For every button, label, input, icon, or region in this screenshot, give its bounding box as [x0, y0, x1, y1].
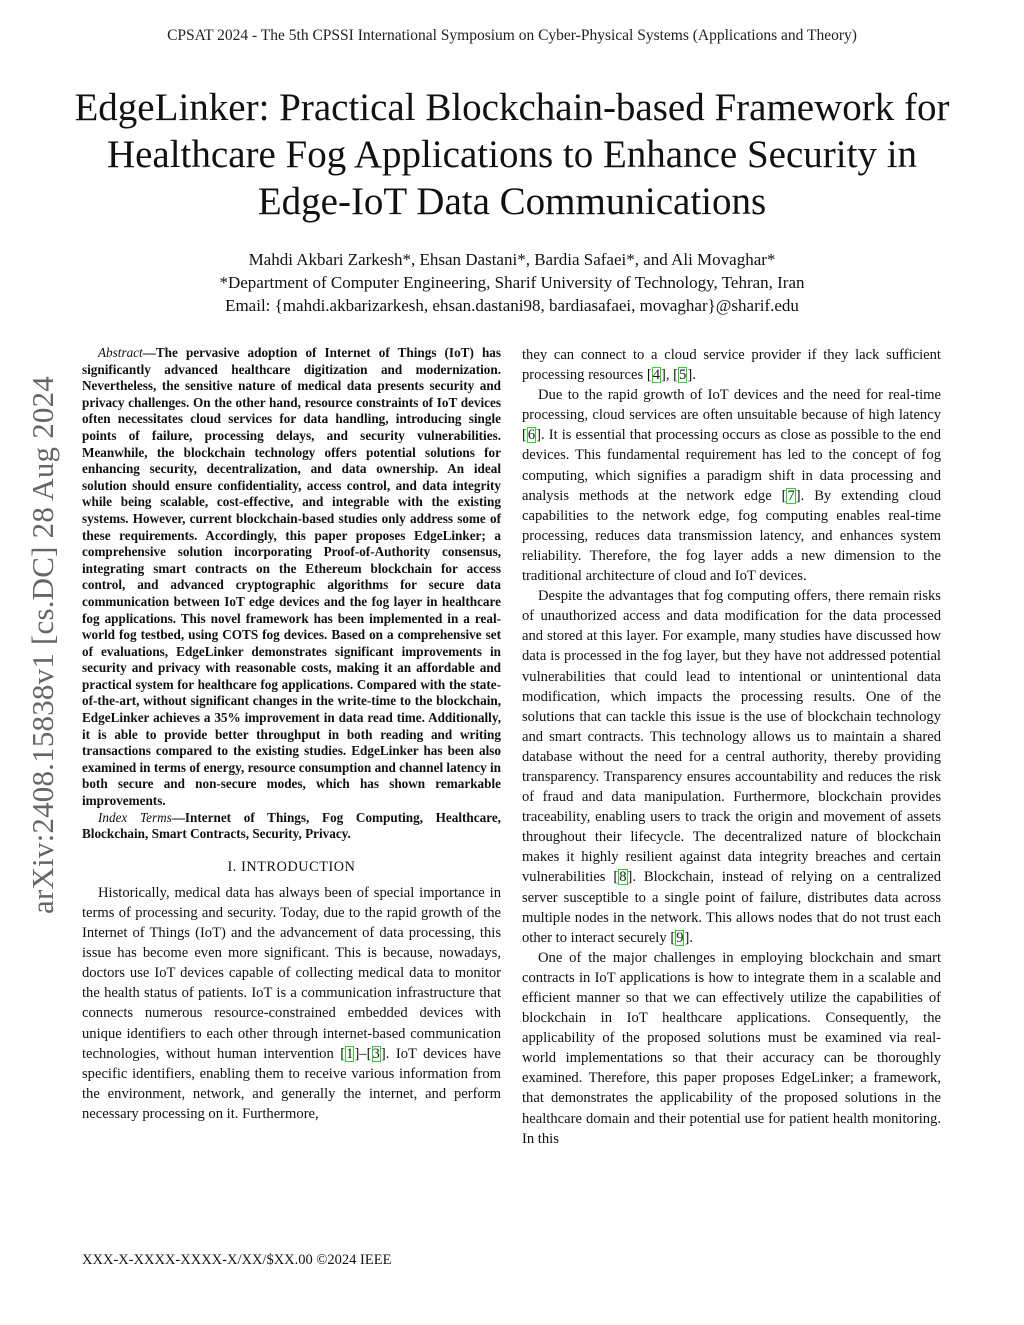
citation-link[interactable]: 7: [787, 487, 795, 504]
author-block: [0, 248, 1024, 317]
intro-paragraph-1: Historically, medical data has always been of special importance in terms of processing and security. Today, due to the rapid growth of the Internet of Things (IoT) and the advancement of data processing, this issue has become even more significant. This is because, nowadays, doctors use IoT devices capable of collecting medical data to monitor the health status of patients. IoT is a communication infrastructure that connects numerous resource-constrained embedded devices with unique identifiers to each other through internet-based communication technologies, without human intervention [1]–[3]. IoT devices have specific identifiers, enabling them to receive various information from the environment, network, and generally the internet, and perform necessary processing on it. Furthermore,: [82, 884, 501, 1122]
left-column: [82, 345, 501, 1124]
author-names: Mahdi Akbari Zarkesh*, Ehsan Dastani*, Bardia Safaei*, and Ali Movaghar*: [248, 250, 776, 269]
citation-link[interactable]: 5: [679, 367, 687, 384]
index-terms-text: Internet of Things, Fog Computing, Healthcare, Blockchain, Smart Contracts, Security, Privacy.: [82, 809, 501, 842]
section-heading-introduction: I. INTRODUCTION: [227, 858, 356, 875]
abstract-label: Abstract: [98, 345, 143, 360]
index-terms: Index Terms—Internet of Things, Fog Computing, Healthcare, Blockchain, Smart Contracts, Security, Privacy.: [82, 809, 501, 842]
citation-link[interactable]: 6: [527, 427, 536, 444]
citation-link[interactable]: 3: [372, 1045, 380, 1062]
abstract: Abstract—The pervasive adoption of Internet of Things (IoT) has significantly advanced healthcare digitization and modernization. Nevertheless, the sensitive nature of medical data presents security and privacy challenges. On the other hand, resource constraints of IoT devices often necessitates cloud services for data handling, introducing single points of failure, processing delays, and security vulnerabilities. Meanwhile, the blockchain technology offers potential solutions for enhancing security, decentralization, and data ownership. An ideal solution should ensure confidentiality, access control, and data integrity while being scalable, cost-effective, and integrable with the existing systems. However, current blockchain-based studies only address some of these requirements. Accordingly, this paper proposes EdgeLinker; a comprehensive solution incorporating Proof-of-Authority consensus, integrating smart contracts on the Ethereum blockchain for access control, and advanced cryptographic algorithms for secure data communication between IoT edge devices and the fog layer in healthcare fog applications. This novel framework has been implemented in a real-world fog testbed, using COTS fog devices. Based on a comprehensive set of evaluations, EdgeLinker demonstrates significant improvements in security and privacy with reasonable costs, making it an affordable and practical system for healthcare fog applications. Compared with the state-of-the-art, without significant changes in the write-time to the blockchain, EdgeLinker achieves a 35% improvement in data read time. Additionally, it is able to provide better throughput in both reading and writing transactions compared to the existing studies. EdgeLinker has been also examined in terms of energy, resource consumption and channel latency in both secure and non-secure modes, which has shown remarkable improvements.: [82, 345, 501, 809]
right-column: [522, 345, 941, 1149]
intro-paragraph-2: Due to the rapid growth of IoT devices and the need for real-time processing, cloud services are often unsuitable because of high latency [6]. It is essential that processing occurs as close as possible to the end devices. This fundamental requirement has led to the concept of fog computing, which signifies a paradigm shift in data processing and analysis methods at the network edge [7]. By extending cloud capabilities to the network edge, fog computing enables real-time processing, reduces data transmission latency, and enhances system reliability. Therefore, the fog layer adds a new dimension to the traditional architecture of cloud and IoT devices.: [522, 387, 941, 585]
citation-link[interactable]: 4: [652, 367, 660, 384]
citation-link[interactable]: 9: [676, 929, 684, 946]
intro-paragraph-3: Despite the advantages that fog computing offers, there remain risks of unauthorized access and data modification for the data processed and stored at this layer. For example, many studies have discussed how data is processed in the fog layer, but they have not addressed potential vulnerabilities that could lead to intentional or unintentional data modification, which impacts the processing results. One of the solutions that can tackle this issue is the use of blockchain technology and smart contracts. This technology allows us to maintain a shared database without the need for a central authority, thereby providing transparency. Transparency ensures accountability and reduces the risk of fraud and data manipulation. Furthermore, blockchain provides traceability, enabling users to track the origin and movement of assets throughout their lifecycle. The decentralized nature of blockchain makes it highly resilient against data integrity breaches and certain vulnerabilities [8]. Blockchain, instead of relying on a centralized server susceptible to a single point of failure, distributes data across multiple nodes in the network. This allows nodes that do not trust each other to interact securely [9].: [522, 588, 941, 946]
email-line: Email: {mahdi.akbarizarkesh, ehsan.dastani98, bardiasafaei, movaghar}@sharif.edu: [225, 296, 799, 315]
affiliation: *Department of Computer Engineering, Sharif University of Technology, Tehran, Iran: [219, 273, 805, 292]
citation-link[interactable]: 8: [619, 869, 627, 886]
copyright-footer: XXX-X-XXXX-XXXX-X/XX/$XX.00 ©2024 IEEE: [82, 1252, 392, 1268]
abstract-text: The pervasive adoption of Internet of Things (IoT) has significantly advanced healthcare digitization and modernization. Nevertheless, the sensitive nature of medical data presents security and privacy challenges. On the other hand, resource constraints of IoT devices often necessitates cloud services for data handling, introducing single points of failure, processing delays, and security vulnerabilities. Meanwhile, the blockchain technology offers potential solutions for enhancing security, decentralization, and data ownership. An ideal solution should ensure confidentiality, access control, and data integrity while being scalable, cost-effective, and integrable with the existing systems. However, current blockchain-based studies only address some of these requirements. Accordingly, this paper proposes EdgeLinker; a comprehensive solution incorporating Proof-of-Authority consensus, integrating smart contracts on the Ethereum blockchain for access control, and advanced cryptographic algorithms for secure data communication between IoT edge devices and the fog layer in healthcare fog applications. This novel framework has been implemented in a real-world fog testbed, using COTS fog devices. Based on a comprehensive set of evaluations, EdgeLinker demonstrates significant improvements in security and privacy with reasonable costs, making it an affordable and practical system for healthcare fog applications. Compared with the state-of-the-art, without significant changes in the write-time to the blockchain, EdgeLinker achieves a 35% improvement in data read time. Additionally, it is able to provide better throughput in both reading and writing transactions compared to the existing studies. EdgeLinker has been also examined in terms of energy, resource consumption and channel latency in both secure and non-secure modes, which has shown remarkable improvements.: [82, 345, 501, 809]
index-terms-label: Index Terms: [98, 809, 172, 825]
intro-paragraph-4: One of the major challenges in employing blockchain and smart contracts in IoT applications is how to integrate them in a scalable and efficient manner so that we can effectively utilize the capabilities of blockchain in IoT healthcare applications. Consequently, the applicability of the proposed solutions must be examined via real-world implementations so that their accuracy can be thoroughly examined. Therefore, this paper proposes EdgeLinker; a framework, that demonstrates the applicability of the proposed solutions in the healthcare domain and their potential use for patient health monitoring. In this: [522, 949, 941, 1147]
arxiv-identifier: arXiv:2408.15838v1 [cs.DC] 28 Aug 2024: [25, 375, 60, 915]
running-head: CPSAT 2024 - The 5th CPSSI International Symposium on Cyber-Physical Systems (Applications and Theory): [167, 27, 857, 44]
paper-title: EdgeLinker: Practical Blockchain-based Framework for Healthcare Fog Applications to Enhance Security in Edge-IoT Data Communications: [74, 86, 950, 223]
citation-link[interactable]: 1: [346, 1045, 354, 1062]
intro-paragraph-1-continued: they can connect to a cloud service provider if they lack sufficient processing resources [4], [5].: [522, 347, 941, 384]
